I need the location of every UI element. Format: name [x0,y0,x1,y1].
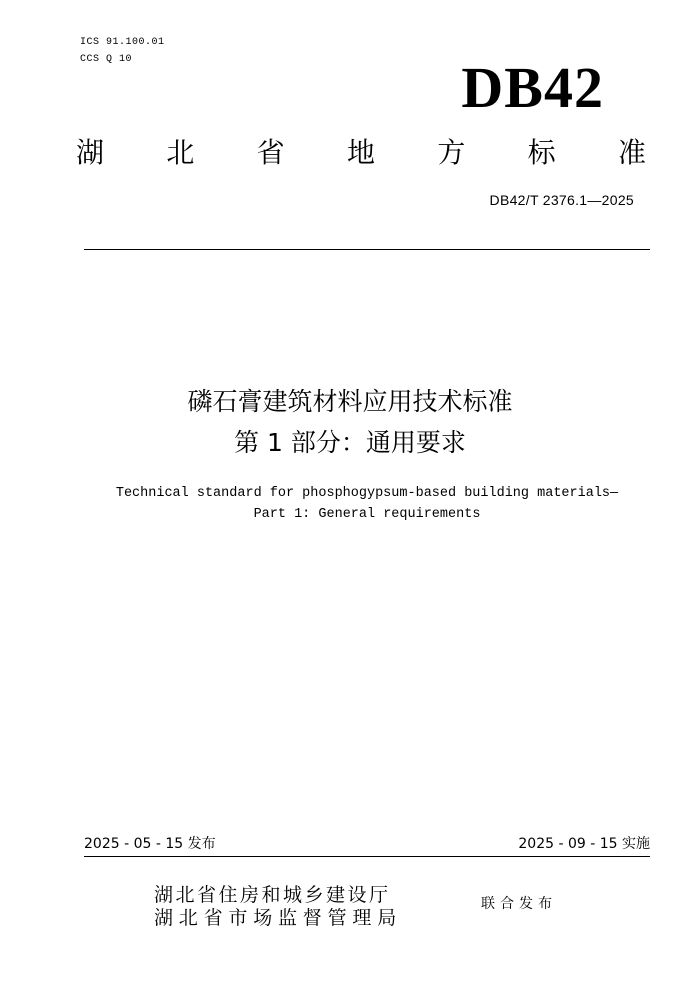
implementation-date: 2025 - 09 - 15 实施 [518,836,650,852]
title-chinese-part: 第 1 部分：通用要求 [234,428,466,457]
standard-type-char: 准 [617,136,646,169]
standard-type-heading [76,133,646,173]
issuer-market-regulation: 湖北省市场监督管理局 [154,907,403,929]
title-chinese-main: 磷石膏建筑材料应用技术标准 [187,387,513,416]
title-english-line2: Part 1: General requirements [253,507,481,522]
standard-type-char: 地 [346,136,375,169]
standard-code-logo: DB42 [461,55,604,120]
bottom-divider [84,856,650,857]
standard-type-char: 省 [256,136,285,169]
issuer-housing-department: 湖北省住房和城乡建设厅 [154,884,391,906]
top-divider [84,249,650,250]
standard-number: DB42/T 2376.1—2025 [489,192,634,208]
standard-type-char: 标 [527,136,556,169]
standard-type-char: 北 [166,136,195,169]
standard-type-char: 湖 [76,136,105,169]
joint-issue-label: 联合发布 [481,896,557,912]
standard-type-char: 方 [437,136,466,169]
ccs-code: CCS Q 10 [80,54,133,65]
ics-code: ICS 91.100.01 [80,37,165,48]
title-english-line1: Technical standard for phosphogypsum-based building materials— [115,486,619,501]
issue-date: 2025 - 05 - 15 发布 [84,836,216,852]
